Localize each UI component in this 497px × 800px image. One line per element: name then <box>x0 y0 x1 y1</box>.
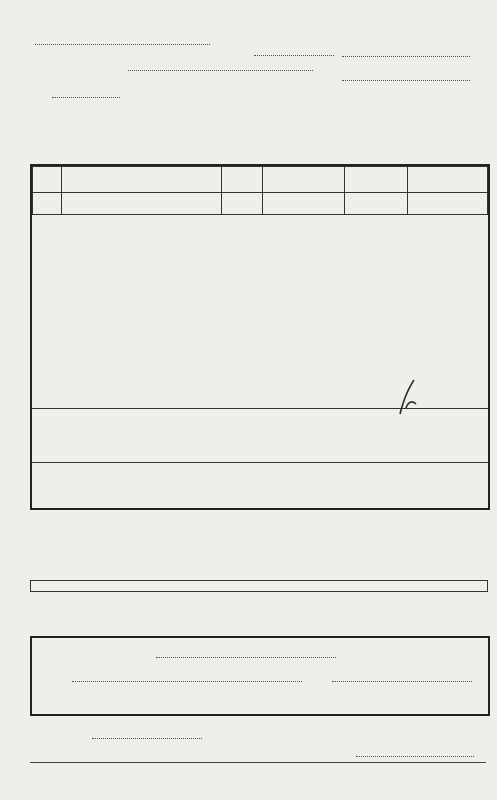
col-godina <box>221 167 263 193</box>
checkmark-scribble <box>396 378 420 418</box>
table-row <box>33 193 488 215</box>
col-mjesto-rada <box>408 167 488 193</box>
ration-table <box>30 540 488 609</box>
row-number <box>33 193 62 215</box>
table-cell[interactable] <box>221 193 263 215</box>
povecanje-label <box>31 580 488 591</box>
col-odnos <box>263 167 345 193</box>
member-rows <box>33 193 488 215</box>
food-purchase-box <box>30 636 490 716</box>
col-zanimanje <box>345 167 408 193</box>
members-table-box <box>30 164 490 510</box>
members-table <box>32 166 488 215</box>
table-cell[interactable] <box>345 193 408 215</box>
table-cell[interactable] <box>61 193 221 215</box>
col-prezime-ime <box>61 167 221 193</box>
table-cell[interactable] <box>263 193 345 215</box>
table-cell[interactable] <box>408 193 488 215</box>
col-redni-broj <box>33 167 62 193</box>
